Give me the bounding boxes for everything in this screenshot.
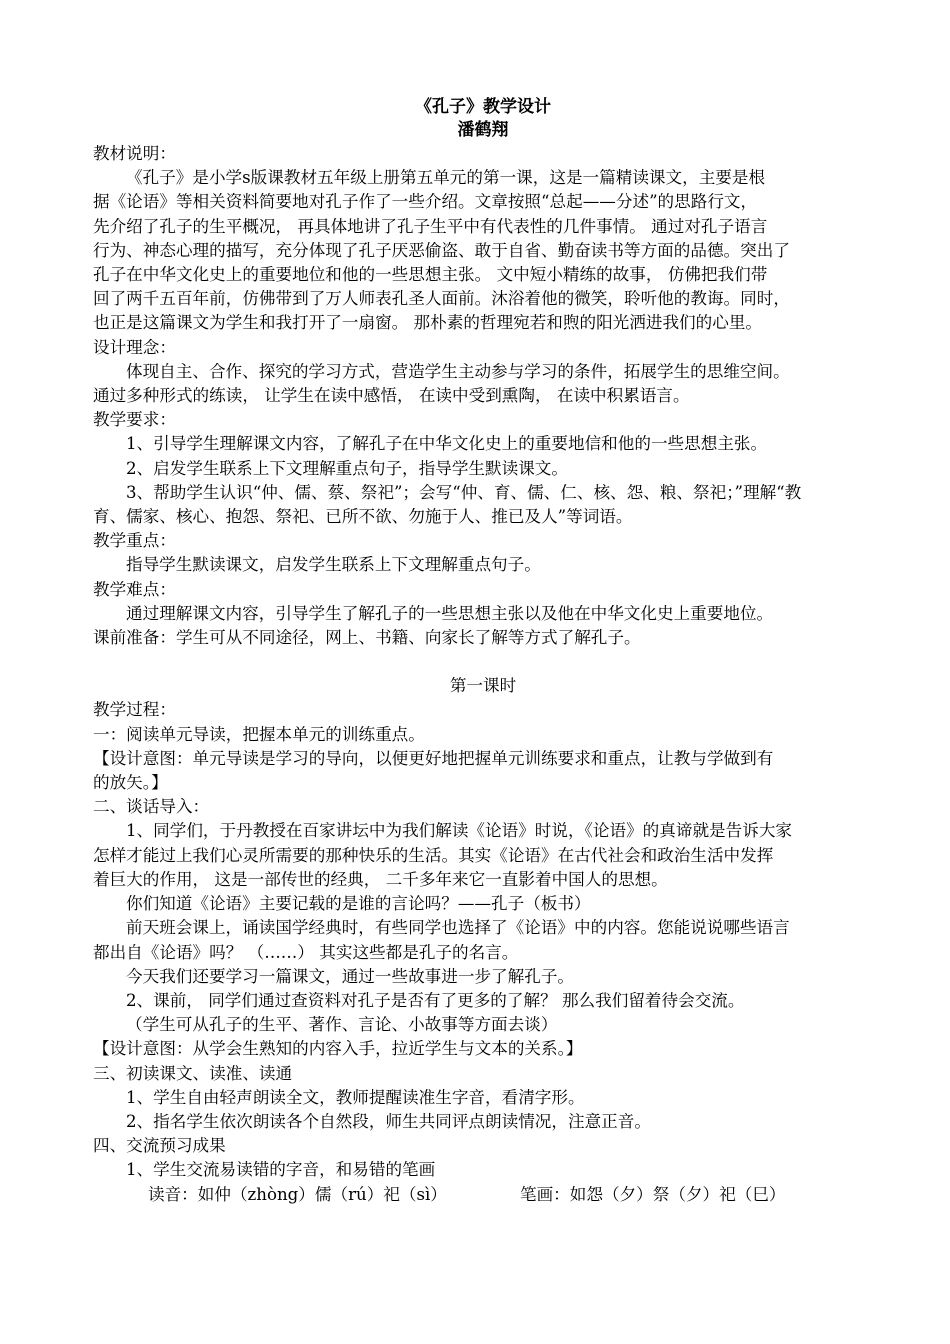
text-line: 1、同学们，于丹教授在百家讲坛中为我们解读《论语》时说，《论语》的真谛就是告诉大家 bbox=[126, 821, 793, 841]
text-line: 通过多种形式的练读， 让学生在读中感悟， 在读中受到熏陶， 在读中积累语言。 bbox=[93, 386, 690, 406]
teaching-process-section bbox=[93, 698, 873, 1182]
text-line: 行为、神态心理的描写，充分体现了孔子厌恶偷盗、敢于自省、勤奋读书等方面的品德。突出了 bbox=[93, 240, 790, 260]
lesson-heading: 第一课时 bbox=[449, 676, 517, 696]
text-line: 【设计意图：单元导读是学习的导向，以便更好地把握单元训练要求和重点，让教与学做到有 bbox=[93, 748, 774, 768]
text-line: 据《论语》等相关资料简要地对孔子作了一些介绍。文章按照“总起——分述”的思路行文， bbox=[93, 192, 758, 212]
text-line: 一：阅读单元导读，把握本单元的训练重点。 bbox=[93, 724, 425, 744]
document-page bbox=[93, 96, 873, 1207]
text-line: 的放矢。】 bbox=[93, 773, 168, 793]
text-line: 体现自主、合作、探究的学习方式，营造学生主动参与学习的条件，拓展学生的思维空间。 bbox=[126, 361, 790, 381]
text-line: 教学过程： bbox=[93, 700, 176, 720]
text-line: 《孔子》是小学s版课教材五年级上册第五单元的第一课，这是一篇精读课文，主要是根 bbox=[126, 168, 766, 188]
text-line: 3、帮助学生认识“仲、儒、蔡、祭祀”；会写“仲、育、儒、仁、核、怨、粮、祭祀；”理解“教 bbox=[126, 482, 802, 502]
text-line: （学生可从孔子的生平、著作、言论、小故事等方面去谈） bbox=[126, 1015, 558, 1035]
text-line: 先介绍了孔子的生平概况， 再具体地讲了孔子生平中有代表性的几件事情。 通过对孔子语言 bbox=[93, 216, 768, 236]
text-line: 指导学生默读课文，启发学生联系上下文理解重点句子。 bbox=[126, 555, 541, 575]
pronunciation-reading: 读音：如仲（zhòng）儒（rú）祀（sì） bbox=[148, 1184, 447, 1204]
text-line: 二、谈话导入： bbox=[93, 797, 210, 817]
text-line: 设计理念： bbox=[93, 337, 176, 357]
text-line: 你们知道《论语》主要记载的是谁的言论吗？——孔子（板书） bbox=[126, 894, 591, 914]
text-line: 1、引导学生理解课文内容，了解孔子在中华文化史上的重要地信和他的一些思想主张。 bbox=[126, 434, 768, 454]
text-line: 教学重点： bbox=[93, 531, 176, 551]
pronunciation-strokes: 笔画：如怨（夕）祭（夕）祀（巳） bbox=[520, 1184, 786, 1204]
text-line: 教材说明： bbox=[93, 144, 176, 163]
text-line: 2、启发学生联系上下文理解重点句子，指导学生默读课文。 bbox=[126, 458, 568, 478]
text-line: 回了两千五百年前，仿佛带到了万人师表孔圣人面前。沐浴着他的微笑，聆听他的教诲。同时， bbox=[93, 289, 790, 309]
text-line: 都出自《论语》吗？ （……） 其实这些都是孔子的名言。 bbox=[93, 942, 519, 962]
pronunciation-line bbox=[93, 1183, 873, 1207]
text-line: 教学要求： bbox=[93, 410, 176, 430]
document-title: 《孔子》教学设计 bbox=[415, 97, 551, 117]
text-line: 2、课前， 同学们通过查资料对孔子是否有了更多的了解？ 那么我们留着待会交流。 bbox=[126, 990, 745, 1010]
text-line: 育、儒家、核心、抱怨、祭祀、已所不欲、勿施于人、推已及人”等词语。 bbox=[93, 507, 633, 527]
text-line: 【设计意图：从学会生熟知的内容入手，拉近学生与文本的关系。】 bbox=[93, 1039, 583, 1059]
document-author: 潘鹤翔 bbox=[457, 120, 509, 140]
text-line: 课前准备：学生可从不同途径，网上、书籍、向家长了解等方式了解孔子。 bbox=[93, 628, 641, 648]
text-line: 也正是这篇课文为学生和我打开了一扇窗。 那朴素的哲理宛若和煦的阳光洒进我们的心里。 bbox=[93, 313, 763, 333]
text-line: 1、学生交流易读错的字音，和易错的笔画 bbox=[126, 1160, 436, 1180]
text-line: 2、指名学生依次朗读各个自然段，师生共同评点朗读情况，注意正音。 bbox=[126, 1111, 651, 1131]
text-line: 三、初读课文、读准、读通 bbox=[93, 1063, 293, 1083]
text-line: 教学难点： bbox=[93, 579, 176, 599]
section-gap bbox=[93, 650, 873, 674]
text-line: 孔子在中华文化史上的重要地位和他的一些思想主张。 文中短小精练的故事， 仿佛把我们带 bbox=[93, 265, 768, 285]
text-line: 四、交流预习成果 bbox=[93, 1136, 226, 1156]
intro-section bbox=[93, 142, 873, 650]
text-line: 1、学生自由轻声朗读全文，教师提醒读准生字音，看清字形。 bbox=[126, 1087, 585, 1107]
text-line: 怎样才能过上我们心灵所需要的那种快乐的生活。其实《论语》在古代社会和政治生活中发挥 bbox=[93, 845, 774, 865]
text-line: 今天我们还要学习一篇课文，通过一些故事进一步了解孔子。 bbox=[126, 966, 575, 986]
text-line: 着巨大的作用， 这是一部传世的经典， 二千多年来它一直影着中国人的思想。 bbox=[93, 869, 668, 889]
text-line: 前天班会课上，诵读国学经典时，有些同学也选择了《论语》中的内容。您能说说哪些语言 bbox=[126, 918, 790, 938]
text-line: 通过理解课文内容，引导学生了解孔子的一些思想主张以及他在中华文化史上重要地位。 bbox=[126, 603, 774, 623]
